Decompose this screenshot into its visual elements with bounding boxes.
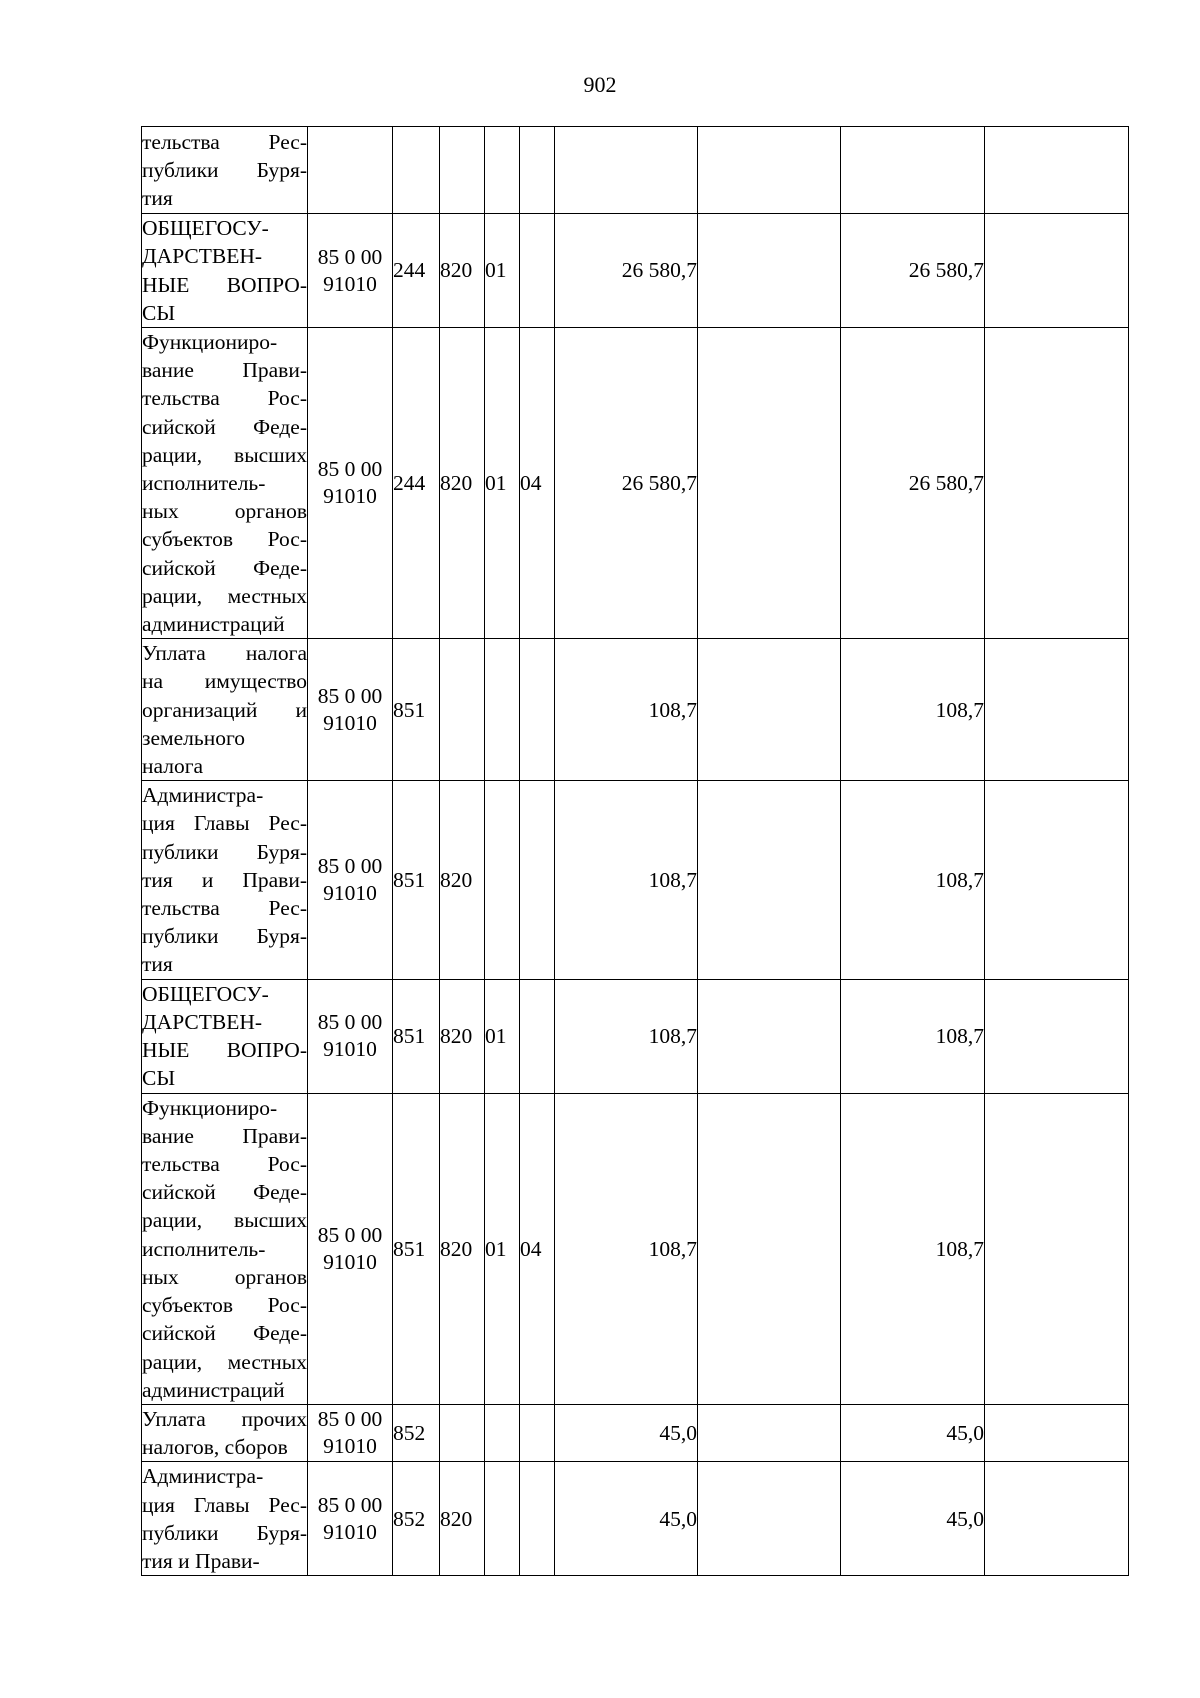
row-name-line: Функциониро- [142,330,278,354]
row-name-line: СЫ [142,1066,176,1091]
row-name-line: сийской Феде- [142,414,307,439]
target-article-cell [308,979,393,1093]
target-article-line: 85 0 00 [317,457,383,482]
row-name-line: Администра- [142,1464,264,1489]
target-article-cell [308,1404,393,1461]
target-article-cell [308,1462,393,1576]
target-article-line: 85 0 00 [317,683,383,708]
section-cell [485,1462,520,1576]
target-article-line: 91010 [323,1037,377,1062]
row-name-line: Функциониро- [142,1095,278,1120]
row-name-line: СЫ [142,300,176,325]
row-name-line: исполнитель- [142,471,266,496]
table-row [142,328,1129,639]
target-article-line: 91010 [323,1434,377,1459]
expense-type-cell: 851 [393,979,440,1093]
sum-column-1-cell: 108,7 [555,781,698,979]
row-name-cell [142,781,308,979]
row-name-line: ция Главы Рес- [142,811,307,836]
row-name-line: налогов, сборов [142,1435,288,1460]
empty-column-cell [985,127,1129,214]
target-article-line: 85 0 00 [317,1010,383,1035]
row-name-cell [142,328,308,639]
row-name-line: Администра- [142,783,264,808]
row-name-line: рации, местных [142,583,307,608]
row-name-line: публики Буря- [142,839,307,864]
table-row [142,979,1129,1093]
table-body [142,127,1129,1576]
row-name-line: ОБЩЕГОСУ- [142,981,269,1006]
empty-column-cell [985,979,1129,1093]
target-article-cell [308,127,393,214]
section-cell: 01 [485,214,520,328]
target-article-cell [308,214,393,328]
expense-type-cell [393,127,440,214]
sum-column-2-cell [698,328,841,639]
sum-column-2-cell [698,639,841,781]
row-name-line: рации, высших [142,1208,307,1233]
empty-column-cell [985,1093,1129,1404]
row-name-line: администраций [142,612,285,637]
expense-type-cell: 244 [393,214,440,328]
subsection-cell [520,781,555,979]
subsection-cell: 04 [520,328,555,639]
section-cell [485,781,520,979]
row-name-line: администраций [142,1377,285,1402]
sum-column-1-cell: 108,7 [555,639,698,781]
sum-column-1-cell: 108,7 [555,1093,698,1404]
admin-code-cell [440,639,485,781]
sum-column-3-cell: 45,0 [841,1462,985,1576]
target-article-line: 85 0 00 [317,853,383,878]
table-row [142,127,1129,214]
target-article-line: 85 0 00 [317,1492,383,1517]
sum-column-3-cell: 26 580,7 [841,328,985,639]
target-article-line: 91010 [323,710,377,735]
row-name-line: вание Прави- [142,1123,307,1148]
expense-type-cell: 851 [393,1093,440,1404]
sum-column-2-cell [698,1404,841,1461]
sum-column-3-cell: 108,7 [841,781,985,979]
row-name-cell [142,979,308,1093]
row-name-cell [142,639,308,781]
table-row [142,214,1129,328]
sum-column-2-cell [698,781,841,979]
page-number: 902 [583,72,617,97]
target-article-cell [308,781,393,979]
sum-column-2-cell [698,1093,841,1404]
target-article-line: 85 0 00 [317,1222,383,1247]
subsection-cell [520,127,555,214]
row-name-line: ДАРСТВЕН- [142,244,263,269]
empty-column-cell [985,781,1129,979]
target-article-cell [308,639,393,781]
subsection-cell [520,214,555,328]
sum-column-1-cell: 108,7 [555,979,698,1093]
row-name-line: ДАРСТВЕН- [142,1009,263,1034]
sum-column-2-cell [698,214,841,328]
subsection-cell [520,979,555,1093]
sum-column-1-cell: 26 580,7 [555,214,698,328]
target-article-line: 85 0 00 [317,1407,383,1432]
expense-type-cell: 852 [393,1462,440,1576]
table-row [142,639,1129,781]
budget-table [141,126,1129,1576]
sum-column-2-cell [698,979,841,1093]
row-name-line: сийской Феде- [142,1321,307,1346]
row-name-line: субъектов Рос- [142,1293,307,1318]
section-cell: 01 [485,328,520,639]
section-cell: 01 [485,979,520,1093]
sum-column-1-cell: 26 580,7 [555,328,698,639]
row-name-line: вание Прави- [142,358,307,383]
table-row [142,1462,1129,1576]
target-article-line: 85 0 00 [317,244,383,269]
table-row [142,781,1129,979]
sum-column-2-cell [698,127,841,214]
target-article-cell [308,328,393,639]
row-name-cell [142,1462,308,1576]
row-name-line: ОБЩЕГОСУ- [142,216,269,241]
row-name-line: тельства Рос- [142,1152,307,1177]
row-name-line: рации, местных [142,1349,307,1374]
sum-column-1-cell: 45,0 [555,1404,698,1461]
row-name-line: на имущество [142,669,307,694]
admin-code-cell [440,1404,485,1461]
row-name-line: организаций и [142,697,307,722]
empty-column-cell [985,1462,1129,1576]
sum-column-3-cell: 108,7 [841,979,985,1093]
subsection-cell: 04 [520,1093,555,1404]
table-row [142,1093,1129,1404]
row-name-line: тия [142,186,173,211]
row-name-cell [142,127,308,214]
row-name-line: тельства Рес- [142,896,307,921]
admin-code-cell: 820 [440,1093,485,1404]
target-article-line: 91010 [323,484,377,509]
expense-type-cell: 851 [393,639,440,781]
sum-column-3-cell [841,127,985,214]
target-article-line: 91010 [323,271,377,296]
admin-code-cell [440,127,485,214]
sum-column-1-cell [555,127,698,214]
admin-code-cell: 820 [440,328,485,639]
row-name-line: сийской Феде- [142,1180,307,1205]
admin-code-cell: 820 [440,979,485,1093]
admin-code-cell: 820 [440,214,485,328]
sum-column-3-cell: 26 580,7 [841,214,985,328]
target-article-line: 91010 [323,880,377,905]
target-article-line: 91010 [323,1519,377,1544]
row-name-line: Уплата прочих [142,1406,307,1431]
target-article-line: 91010 [323,1249,377,1274]
row-name-line: НЫЕ ВОПРО- [142,1038,307,1063]
section-cell [485,639,520,781]
row-name-line: тельства Рос- [142,386,307,411]
row-name-cell [142,1404,308,1461]
sum-column-3-cell: 108,7 [841,639,985,781]
empty-column-cell [985,639,1129,781]
row-name-line: публики Буря- [142,157,307,182]
admin-code-cell: 820 [440,1462,485,1576]
row-name-line: ция Главы Рес- [142,1492,307,1517]
section-cell [485,1404,520,1461]
row-name-line: исполнитель- [142,1236,266,1261]
row-name-line: тия [142,952,173,977]
section-cell [485,127,520,214]
row-name-cell [142,1093,308,1404]
empty-column-cell [985,328,1129,639]
row-name-line: публики Буря- [142,1520,307,1545]
row-name-line: тельства Рес- [142,129,307,154]
subsection-cell [520,639,555,781]
sum-column-2-cell [698,1462,841,1576]
row-name-line: тия и Прави- [142,1549,260,1574]
expense-type-cell: 244 [393,328,440,639]
row-name-line: публики Буря- [142,924,307,949]
row-name-line: рации, высших [142,442,307,467]
target-article-cell [308,1093,393,1404]
sum-column-3-cell: 108,7 [841,1093,985,1404]
empty-column-cell [985,214,1129,328]
row-name-line: налога [142,754,204,779]
sum-column-1-cell: 45,0 [555,1462,698,1576]
row-name-line: ных органов [142,499,307,524]
row-name-line: сийской Феде- [142,555,307,580]
sum-column-3-cell: 45,0 [841,1404,985,1461]
admin-code-cell: 820 [440,781,485,979]
row-name-cell [142,214,308,328]
row-name-line: НЫЕ ВОПРО- [142,272,307,297]
row-name-line: земельного [142,725,246,750]
subsection-cell [520,1462,555,1576]
table-row [142,1404,1129,1461]
section-cell: 01 [485,1093,520,1404]
row-name-line: тия и Прави- [142,867,307,892]
expense-type-cell: 852 [393,1404,440,1461]
subsection-cell [520,1404,555,1461]
row-name-line: Уплата налога [142,641,307,666]
row-name-line: ных органов [142,1264,307,1289]
empty-column-cell [985,1404,1129,1461]
expense-type-cell: 851 [393,781,440,979]
row-name-line: субъектов Рос- [142,527,307,552]
